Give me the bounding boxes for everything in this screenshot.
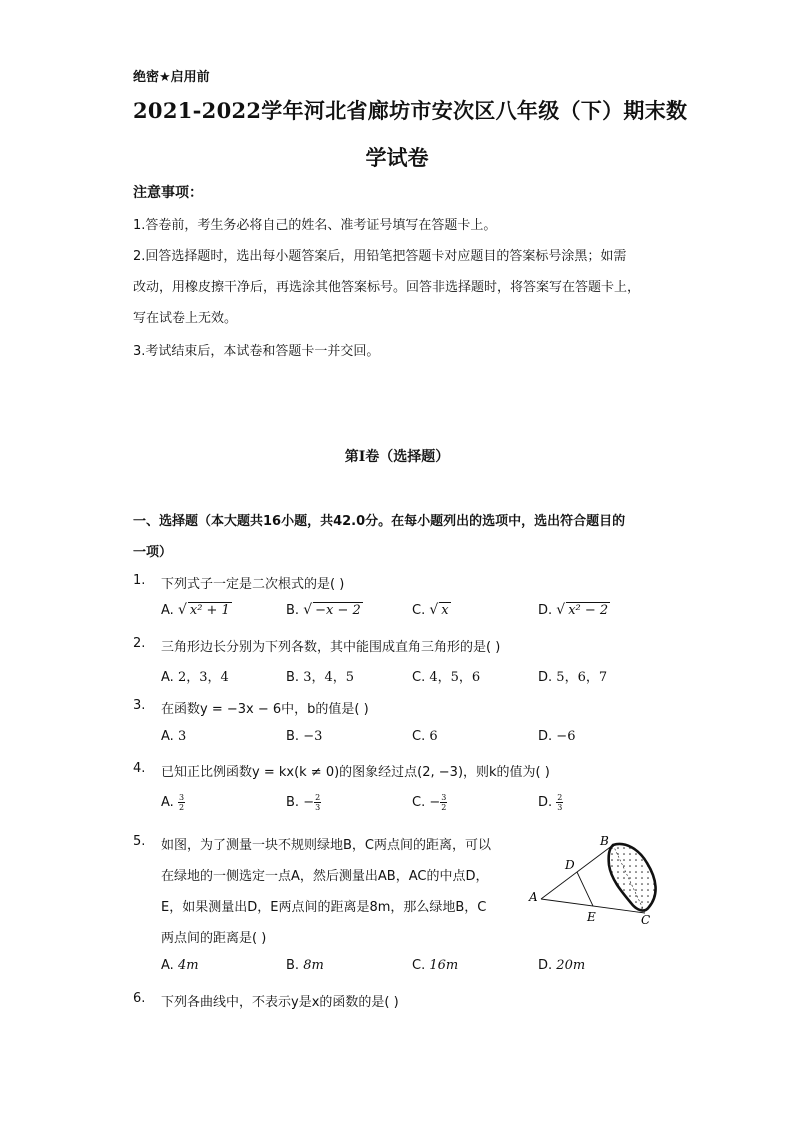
exam-title-line2: 学试卷 bbox=[365, 145, 429, 170]
irregular-grassland bbox=[609, 844, 656, 911]
question-number: 1. bbox=[133, 573, 146, 588]
option-c[interactable]: C. 6 bbox=[412, 729, 438, 744]
part-heading: 一、选择题（本大题共16小题，共42.0分。在每小题列出的选项中，选出符合题目的 bbox=[133, 514, 626, 529]
fraction: $\frac{3}{2}$ bbox=[178, 793, 185, 812]
exam-title-line1: 2021-2022学年河北省廊坊市安次区八年级（下）期末数 bbox=[133, 98, 688, 123]
note-line: 写在试卷上无效。 bbox=[133, 311, 238, 326]
radicand: x² + 1 bbox=[189, 603, 230, 618]
option-b[interactable]: B. − $\frac{2}{3}$ bbox=[286, 793, 321, 812]
question-text: 在函数y = −3x − 6中，b的值是( ) bbox=[161, 702, 369, 717]
note-line: 3.考试结束后，本试卷和答题卡一并交回。 bbox=[133, 344, 380, 359]
option-c[interactable]: C. − $\frac{3}{2}$ bbox=[412, 793, 447, 812]
question-number: 6. bbox=[133, 991, 146, 1006]
question-text: E，如果测量出D，E两点间的距离是8m，那么绿地B，C bbox=[161, 900, 487, 915]
section-title: 第I卷（选择题） bbox=[344, 449, 450, 465]
fraction: $\frac{2}{3}$ bbox=[557, 793, 563, 812]
fraction: $\frac{2}{3}$ bbox=[315, 793, 321, 812]
point-label-b: B bbox=[600, 834, 609, 848]
option-b[interactable]: B. −3 bbox=[286, 729, 323, 744]
option-d[interactable]: D. $\frac{2}{3}$ bbox=[538, 793, 563, 812]
option-c[interactable]: C. 16m bbox=[412, 958, 459, 973]
option-a[interactable]: A. √ x² + 1 bbox=[161, 602, 230, 618]
option-a[interactable]: A. $\frac{3}{2}$ bbox=[161, 793, 185, 812]
question-number: 4. bbox=[133, 761, 146, 776]
part-heading-cont: 一项） bbox=[133, 545, 173, 560]
option-b[interactable]: B. 3，4，5 bbox=[286, 670, 355, 685]
question-number: 5. bbox=[133, 834, 146, 849]
option-d[interactable]: D. −6 bbox=[538, 729, 576, 744]
question-text: 下列式子一定是二次根式的是( ) bbox=[161, 577, 345, 592]
option-d[interactable]: D. √ x² − 2 bbox=[538, 602, 609, 618]
point-label-c: C bbox=[641, 913, 651, 927]
question-number: 3. bbox=[133, 698, 146, 713]
question-text: 三角形边长分别为下列各数，其中能围成直角三角形的是( ) bbox=[161, 640, 501, 655]
option-c[interactable]: C. 4，5，6 bbox=[412, 670, 481, 685]
grassland-figure bbox=[525, 833, 665, 929]
radicand: x² − 2 bbox=[568, 603, 609, 618]
option-c[interactable]: C. √ x bbox=[412, 602, 449, 618]
option-b[interactable]: B. √ −x − 2 bbox=[286, 602, 361, 618]
point-label-d: D bbox=[565, 858, 575, 872]
note-line: 2.回答选择题时，选出每小题答案后，用铅笔把答题卡对应题目的答案标号涂黑；如需 bbox=[133, 249, 627, 264]
point-label-a: A bbox=[529, 890, 538, 904]
point-label-e: E bbox=[587, 910, 596, 924]
option-b[interactable]: B. 8m bbox=[286, 958, 324, 973]
question-text: 已知正比例函数y = kx(k ≠ 0)的图象经过点(2, −3)，则k的值为( ) bbox=[161, 765, 550, 780]
fraction: $\frac{3}{2}$ bbox=[441, 793, 447, 812]
option-d[interactable]: D. 20m bbox=[538, 958, 586, 973]
question-number: 2. bbox=[133, 636, 146, 651]
note-line: 1.答卷前，考生务必将自己的姓名、准考证号填写在答题卡上。 bbox=[133, 218, 497, 233]
segment-de bbox=[577, 872, 593, 906]
question-text: 在绿地的一侧选定一点A，然后测量出AB，AC的中点D， bbox=[161, 869, 489, 884]
confidential-mark: 绝密★启用前 bbox=[133, 70, 210, 85]
question-text: 如图，为了测量一块不规则绿地B，C两点间的距离，可以 bbox=[161, 838, 491, 853]
note-line: 改动，用橡皮擦干净后，再选涂其他答案标号。回答非选择题时，将答案写在答题卡上， bbox=[133, 280, 641, 295]
option-a[interactable]: A. 3 bbox=[161, 729, 187, 744]
notes-heading: 注意事项： bbox=[133, 185, 203, 201]
radicand: −x − 2 bbox=[315, 603, 361, 618]
option-d[interactable]: D. 5，6，7 bbox=[538, 670, 608, 685]
radicand: x bbox=[441, 603, 449, 618]
question-text: 下列各曲线中，不表示y是x的函数的是( ) bbox=[161, 995, 399, 1010]
option-a[interactable]: A. 4m bbox=[161, 958, 199, 973]
question-text: 两点间的距离是( ) bbox=[161, 931, 267, 946]
option-a[interactable]: A. 2，3，4 bbox=[161, 670, 229, 685]
